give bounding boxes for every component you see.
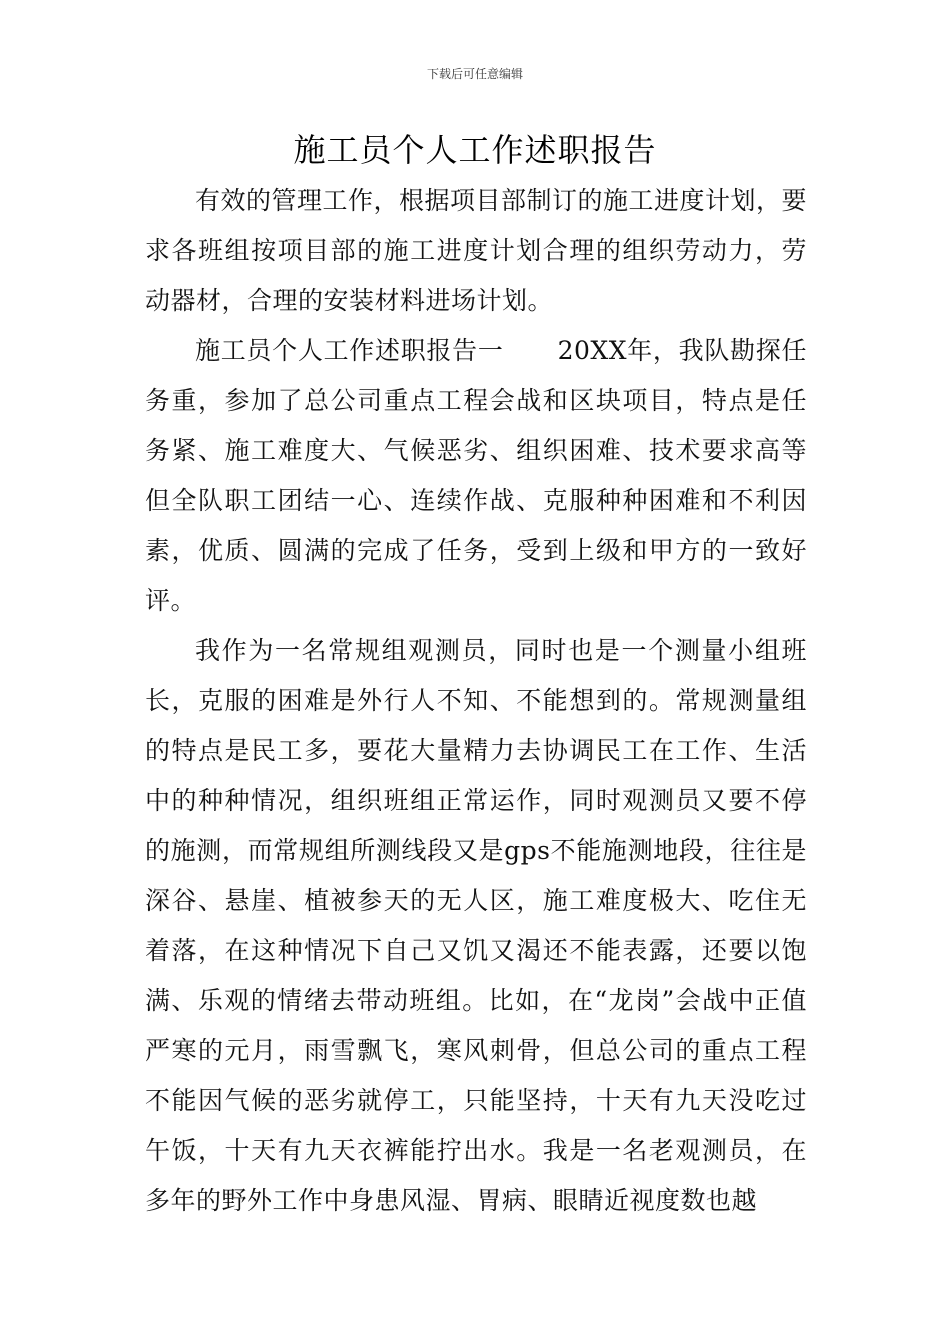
document-title: 施工员个人工作述职报告 xyxy=(293,131,657,169)
paragraph-2 xyxy=(145,326,807,626)
paragraph-3: 我作为一名常规组观测员，同时也是一个测量小组班长，克服的困难是外行人不知、不能想到的。常规测量组的特点是民工多，要花大量精力去协调民工在工作、生活中的种种情况，组织班组正常运作，同时观测员又要不停的施测，而常规组所测线段又是gps不能施测地段，往往是深谷、悬崖、植被参天的无人区，施工难度极大、吃住无着落，在这种情况下自己又饥又渴还不能表露，还要以饱满、乐观的情绪去带动班组。比如，在“龙岗”会战中正值严寒的元月，雨雪飘飞，寒风刺骨，但总公司的重点工程不能因气候的恶劣就停工，只能坚持，十天有九天没吃过午饭，十天有九天衣裤能拧出水。我是一名老观测员，在多年的野外工作中身患风湿、胃病、眼睛近视度数也越 xyxy=(145,636,807,1215)
document-body xyxy=(145,176,807,1226)
paragraph-1: 有效的管理工作，根据项目部制订的施工进度计划，要求各班组按项目部的施工进度计划合理的组织劳动力，劳动器材，合理的安装材料进场计划。 xyxy=(145,186,808,315)
paragraph-2-rest: 20XX年，我队勘探任务重，参加了总公司重点工程会战和区块项目，特点是任务紧、施工难度大、气候恶劣、组织困难、技术要求高等但全队职工团结一心、连续作战、克服种种困难和不利因素，优质、圆满的完成了任务，受到上级和甲方的一致好评。 xyxy=(145,336,807,615)
paragraph-2-lead: 施工员个人工作述职报告一 xyxy=(195,336,504,365)
header-note: 下载后可任意编辑 xyxy=(426,67,523,81)
